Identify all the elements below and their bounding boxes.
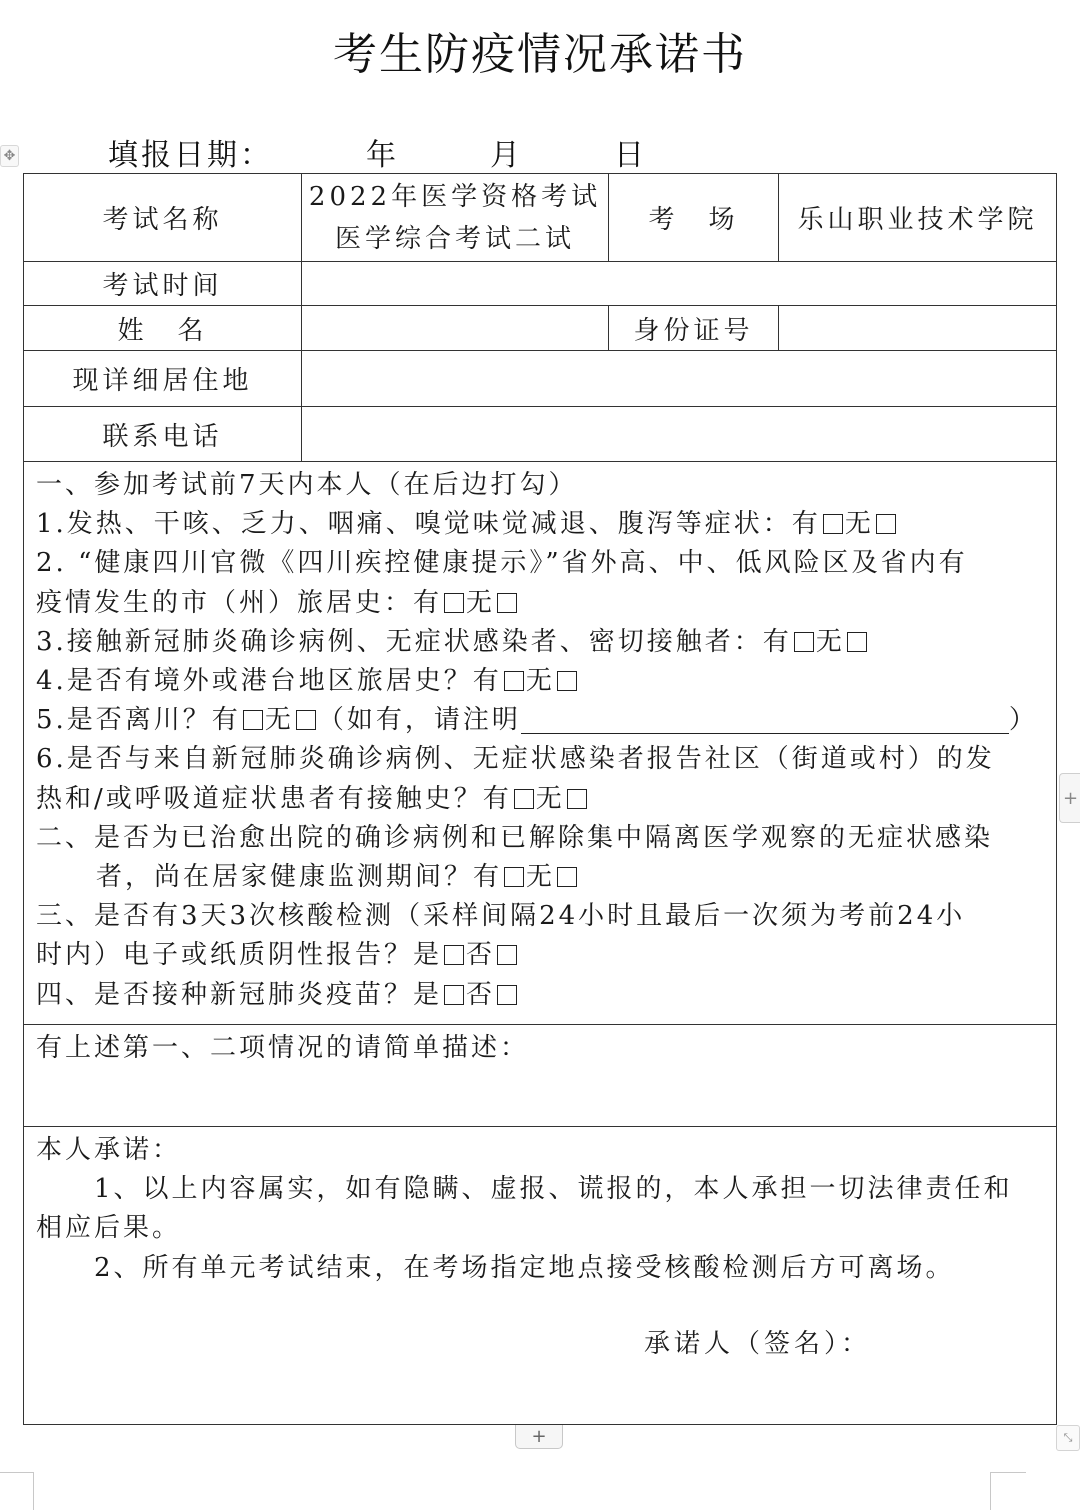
exam-name-value[interactable]: [302, 174, 609, 262]
move-arrows-icon: ✥: [3, 148, 16, 164]
pledge-item1-line1: 1、以上内容属实，如有隐瞒、虚报、谎报的，本人承担一切法律责任和: [94, 1174, 1013, 1205]
table-row-phone: [24, 407, 1057, 462]
section4: 四、是否接种新冠肺炎疫苗？是 否: [36, 976, 1044, 1015]
question-4: 4.是否有境外或港台地区旅居史？有 无: [36, 662, 1044, 701]
table-row-exam-name: [24, 174, 1057, 262]
description-label: 有上述第一、二项情况的请简单描述：: [36, 1033, 530, 1063]
section1-heading: 一、参加考试前7天内本人（在后边打勾）: [36, 470, 578, 500]
phone-label: 联系电话: [24, 407, 302, 462]
question-5: 5.是否离川？有 无 （如有，请注明 ）: [36, 705, 1038, 736]
description-cell[interactable]: [24, 1025, 1057, 1127]
question-1: 1.发热、干咳、乏力、咽痛、嗅觉味觉减退、腹泻等症状：有 无: [36, 505, 1044, 544]
phone-field[interactable]: [302, 407, 1057, 462]
pledge-heading: 本人承诺：: [36, 1135, 182, 1165]
address-label: 现详细居住地: [24, 351, 302, 407]
section3-line2: 时内）电子或纸质阴性报告？是 否: [36, 936, 1044, 975]
q1-no-checkbox[interactable]: [876, 514, 896, 534]
q3-yes-checkbox[interactable]: [794, 632, 814, 652]
fill-date-row: [108, 130, 647, 174]
pledge-form-table: [23, 173, 1057, 1425]
page-corner-mark-right: [990, 1472, 1026, 1510]
q3-no-checkbox[interactable]: [847, 632, 867, 652]
q4-yes-checkbox[interactable]: [504, 671, 524, 691]
section4-yes-checkbox[interactable]: [444, 985, 464, 1005]
section2-line1: 二、是否为已治愈出院的确诊病例和已解除集中隔离医学观察的无症状感染: [36, 822, 994, 853]
table-row-questions: [24, 462, 1057, 1025]
section3-yes-checkbox[interactable]: [444, 945, 464, 965]
q4-no-checkbox[interactable]: [557, 671, 577, 691]
venue-value[interactable]: 乐山职业技术学院: [779, 174, 1057, 262]
add-row-button[interactable]: [515, 1425, 563, 1449]
resize-arrows-icon: ⤡: [1063, 1431, 1073, 1444]
pledge-item1-line2: 相应后果。: [36, 1213, 182, 1244]
q5-no-checkbox[interactable]: [296, 710, 316, 730]
section2-line2: 者，尚在居家健康监测期间？有 无: [36, 858, 1044, 897]
section3-no-checkbox[interactable]: [497, 945, 517, 965]
table-resize-handle[interactable]: [1056, 1425, 1080, 1451]
section4-no-checkbox[interactable]: [497, 985, 517, 1005]
document-title: 考生防疫情况承诺书: [333, 29, 747, 80]
pledge-cell: [24, 1127, 1057, 1425]
q6-no-checkbox[interactable]: [567, 789, 587, 809]
q1-yes-checkbox[interactable]: [823, 514, 843, 534]
plus-icon: +: [1062, 787, 1079, 809]
q2-yes-checkbox[interactable]: [444, 593, 464, 613]
exam-name-line1: 2022年医学资格考试: [308, 181, 602, 212]
exam-name-label: 考试名称: [24, 174, 302, 262]
id-number-label: 身份证号: [609, 306, 779, 351]
question-6-line1: 6.是否与来自新冠肺炎确诊病例、无症状感染者报告社区（街道或村）的发: [36, 744, 995, 775]
section2-no-checkbox[interactable]: [557, 867, 577, 887]
table-row-pledge: [24, 1127, 1057, 1425]
table-row-name: [24, 306, 1057, 351]
exam-time-label: 考试时间: [24, 262, 302, 306]
id-number-field[interactable]: [779, 306, 1057, 351]
table-move-handle[interactable]: [0, 145, 19, 167]
exam-time-field[interactable]: [302, 262, 1057, 306]
venue-label: 考 场: [609, 174, 779, 262]
question-3: 3.接触新冠肺炎确诊病例、无症状感染者、密切接触者：有 无: [36, 623, 1044, 662]
fill-date-month: 月: [490, 138, 523, 173]
page-corner-mark-left: [0, 1472, 34, 1510]
plus-icon: +: [531, 1426, 547, 1447]
q5-note-blank[interactable]: [521, 707, 1009, 734]
question-6-line2: 热和/或呼吸道症状患者有接触史？有 无: [36, 780, 1044, 819]
fill-date-day: 日: [614, 138, 647, 173]
address-field[interactable]: [302, 351, 1057, 407]
questions-cell: [24, 462, 1057, 1025]
q5-yes-checkbox[interactable]: [243, 710, 263, 730]
exam-name-line2: 医学综合考试二试: [334, 223, 575, 254]
q2-no-checkbox[interactable]: [497, 593, 517, 613]
q6-yes-checkbox[interactable]: [514, 789, 534, 809]
question-2-line2: 疫情发生的市（州）旅居史：有 无: [36, 584, 1044, 623]
name-field[interactable]: [302, 306, 609, 351]
section3-line1: 三、是否有3天3次核酸检测（采样间隔24小时且最后一次须为考前24小: [36, 901, 966, 932]
table-row-exam-time: [24, 262, 1057, 306]
question-2-line1: 2. “健康四川官微《四川疾控健康提示》”省外高、中、低风险区及省内有: [36, 548, 968, 579]
signature-label[interactable]: 承诺人（签名）：: [644, 1329, 872, 1359]
name-label: 姓 名: [24, 306, 302, 351]
table-row-address: [24, 351, 1057, 407]
table-row-description: [24, 1025, 1057, 1127]
add-column-button[interactable]: [1059, 773, 1080, 823]
pledge-item2: 2、所有单元考试结束，在考场指定地点接受核酸检测后方可离场。: [94, 1252, 955, 1283]
fill-date-label: 填报日期：: [108, 138, 273, 173]
fill-date-year: 年: [366, 138, 399, 173]
section2-yes-checkbox[interactable]: [504, 867, 524, 887]
